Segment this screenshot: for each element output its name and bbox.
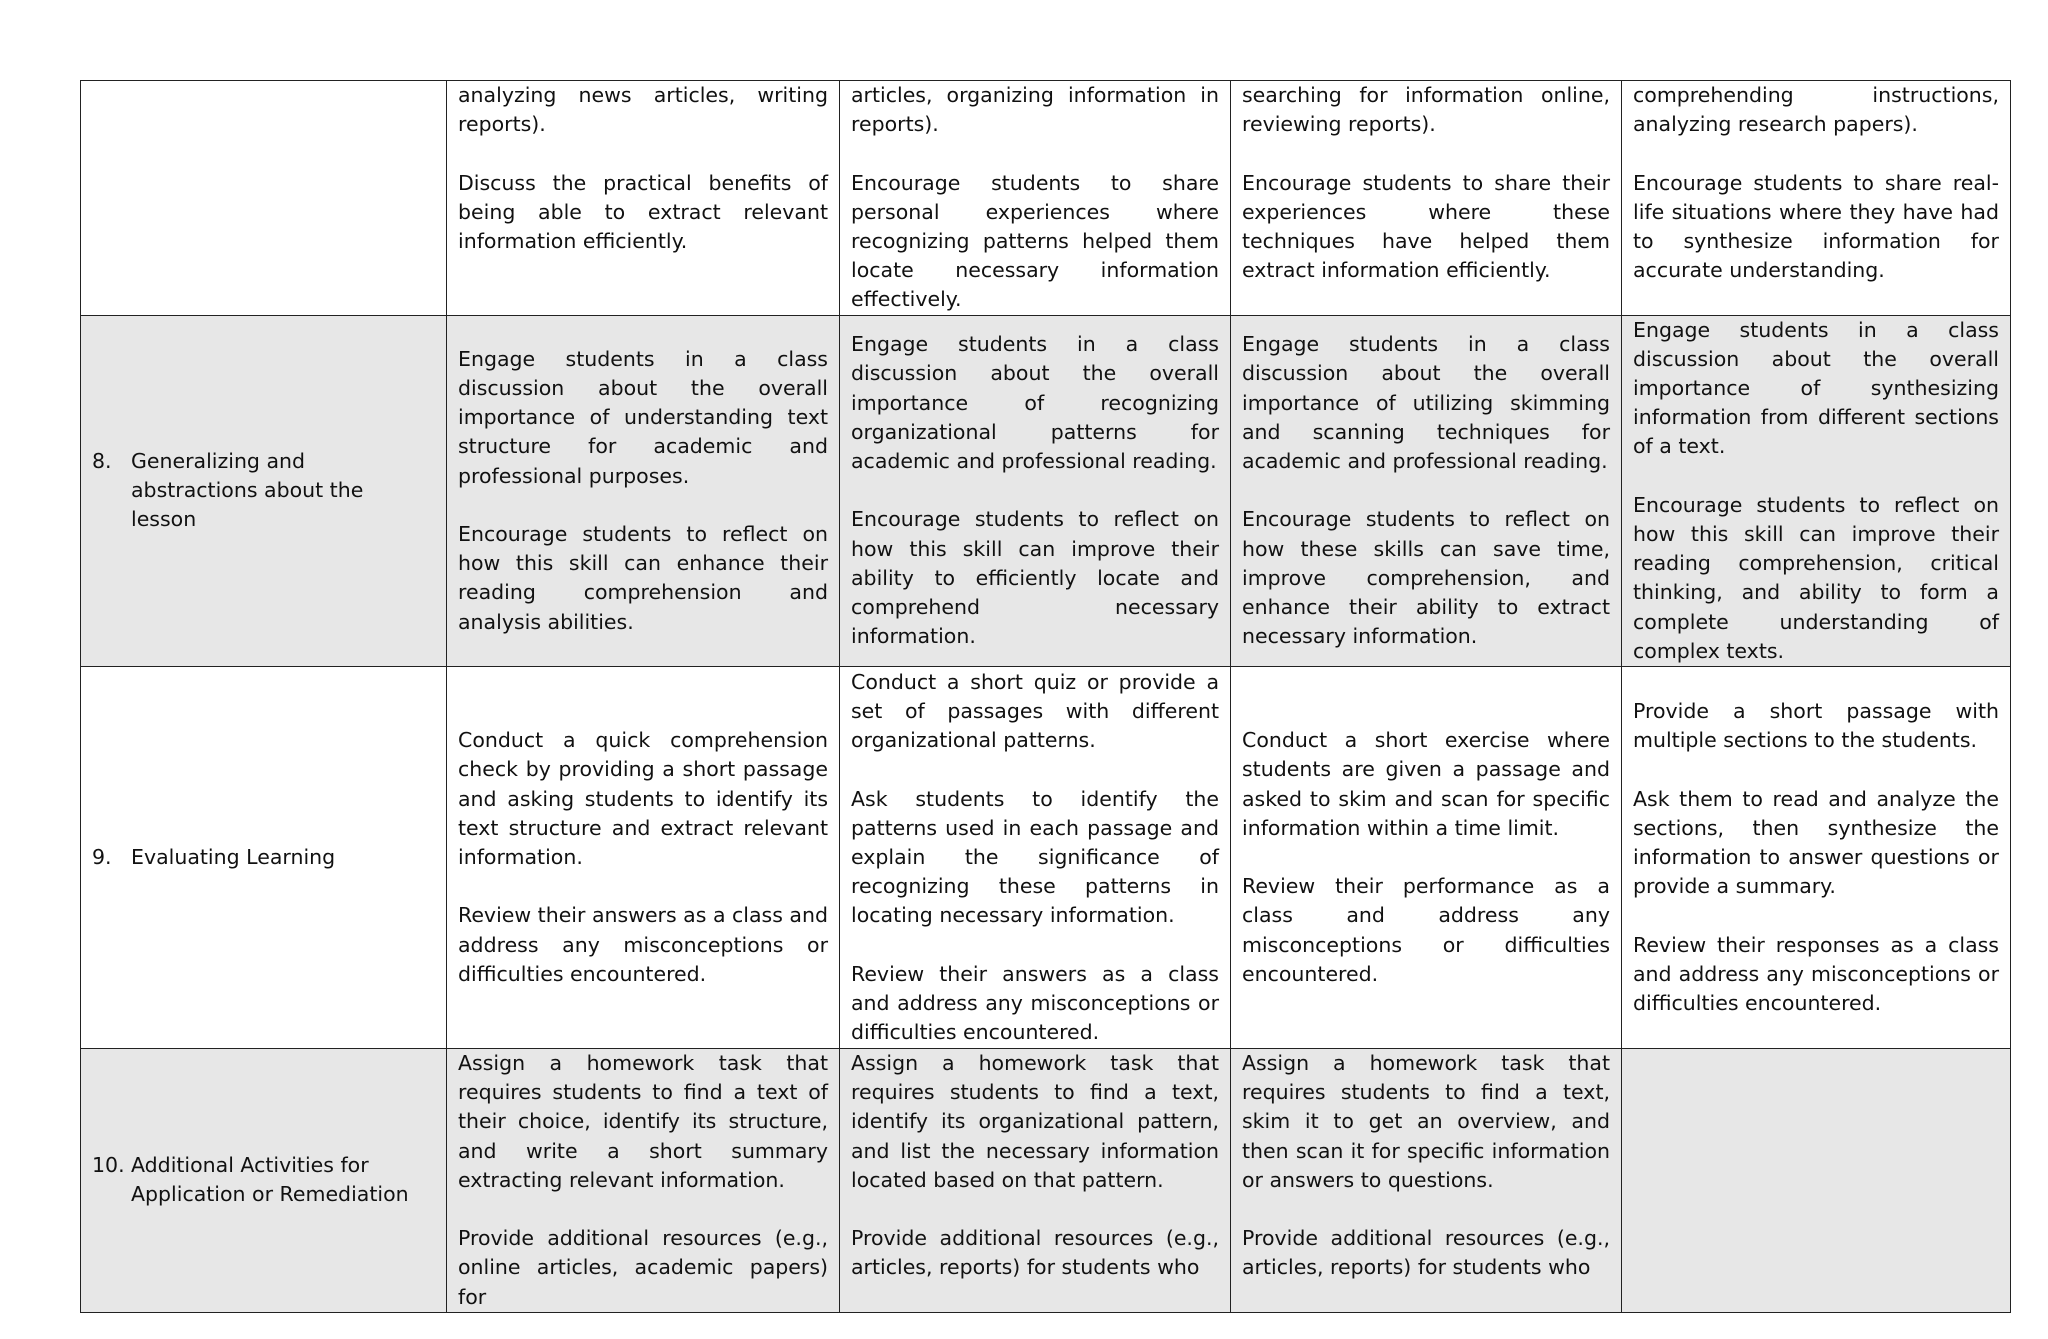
column-4-cell xyxy=(1622,81,2011,316)
cell-paragraph: Assign a homework task that requires students to find a text of their choice, identify its structure, and write a short summary extracting relevant information. xyxy=(458,1051,828,1192)
cell-paragraph: Encourage students to reflect on how this skill can improve their ability to efficiently locate and comprehend necessary information. xyxy=(851,507,1219,649)
column-1-cell xyxy=(447,1049,840,1313)
row-label-cell xyxy=(81,1049,447,1313)
table-row-additional-activities xyxy=(81,1049,2011,1313)
cell-paragraph: Engage students in a class discussion about the overall importance of recognizing organizational patterns for academic and professional reading. xyxy=(851,332,1219,474)
row-label-cell xyxy=(81,667,447,1049)
column-2-cell xyxy=(840,1049,1231,1313)
cell-paragraph: Encourage students to reflect on how this skill can enhance their reading comprehension and analysis abilities. xyxy=(458,522,828,634)
column-1-cell xyxy=(447,667,840,1049)
cell-paragraph: Provide additional resources (e.g., online articles, academic papers) for xyxy=(458,1226,828,1309)
column-3-cell xyxy=(1231,667,1622,1049)
cell-paragraph: articles, organizing information in reports). xyxy=(851,83,1219,137)
row-title: Additional Activities for Application or Remediation xyxy=(131,1153,409,1207)
cell-paragraph: Review their performance as a class and address any misconceptions or difficulties encountered. xyxy=(1242,874,1610,986)
cell-paragraph: Encourage students to reflect on how this skill can improve their reading comprehension, critical thinking, and ability to form a complete understanding of complex texts. xyxy=(1633,492,1999,663)
cell-paragraph: Review their answers as a class and address any misconceptions or difficulties encountered. xyxy=(851,961,1219,1045)
row-number: 9. xyxy=(92,844,112,869)
cell-paragraph: Encourage students to share their experiences where these techniques have helped them extract information efficiently. xyxy=(1242,170,1610,283)
cell-paragraph: analyzing news articles, writing reports). xyxy=(458,83,828,137)
row-label-cell xyxy=(81,315,447,666)
column-4-cell xyxy=(1622,667,2011,1049)
cell-paragraph: Engage students in a class discussion about the overall importance of understanding text structure for academic and professional purposes. xyxy=(458,346,828,488)
column-4-cell xyxy=(1622,315,2011,666)
cell-paragraph: Conduct a quick comprehension check by providing a short passage and asking students to identify its text structure and extract relevant information. xyxy=(458,728,828,869)
row-title: Evaluating Learning xyxy=(131,844,336,869)
cell-paragraph: Provide additional resources (e.g., articles, reports) for students who xyxy=(1242,1226,1610,1280)
cell-paragraph: Ask students to identify the patterns used in each passage and explain the significance of recognizing these patterns in locating necessary information. xyxy=(851,786,1219,928)
column-1-cell xyxy=(447,315,840,666)
cell-paragraph: Encourage students to share personal experiences where recognizing patterns helped them locate necessary information effectively. xyxy=(851,170,1219,312)
column-3-cell xyxy=(1231,81,1622,316)
cell-paragraph: Engage students in a class discussion about the overall importance of utilizing skimming and scanning techniques for academic and professional reading. xyxy=(1242,332,1610,474)
cell-paragraph: Ask them to read and analyze the sections, then synthesize the information to answer questions or provide a summary. xyxy=(1633,786,1999,899)
row-title: Generalizing and abstractions about the lesson xyxy=(131,449,364,532)
cell-paragraph: Discuss the practical benefits of being able to extract relevant information efficiently. xyxy=(458,170,828,253)
cell-paragraph: Provide a short passage with multiple sections to the students. xyxy=(1633,698,1999,753)
cell-paragraph: comprehending instructions, analyzing research papers). xyxy=(1633,83,1999,137)
cell-paragraph: Encourage students to reflect on how these skills can save time, improve comprehension, and enhance their ability to extract necessary information. xyxy=(1242,507,1610,649)
row-number: 8. xyxy=(92,449,112,474)
row-number: 10. xyxy=(92,1153,125,1178)
table-row-continuation xyxy=(81,81,2011,316)
row-label-cell xyxy=(81,81,447,316)
cell-paragraph: Review their responses as a class and address any misconceptions or difficulties encountered. xyxy=(1633,932,1999,1015)
cell-paragraph: Provide additional resources (e.g., articles, reports) for students who xyxy=(851,1226,1219,1280)
cell-paragraph: Encourage students to share real-life situations where they have had to synthesize information for accurate understanding. xyxy=(1633,170,1999,283)
cell-paragraph: Conduct a short quiz or provide a set of passages with different organizational patterns. xyxy=(851,669,1219,753)
column-1-cell xyxy=(447,81,840,316)
table-row-generalizing xyxy=(81,315,2011,666)
column-2-cell xyxy=(840,315,1231,666)
column-3-cell xyxy=(1231,315,1622,666)
column-4-cell xyxy=(1622,1049,2011,1313)
cell-paragraph: Review their answers as a class and address any misconceptions or difficulties encountered. xyxy=(458,903,828,986)
column-3-cell xyxy=(1231,1049,1622,1313)
cell-paragraph: Conduct a short exercise where students are given a passage and asked to skim and scan for specific information within a time limit. xyxy=(1242,728,1610,840)
lesson-plan-table xyxy=(80,80,2011,1313)
cell-paragraph: searching for information online, reviewing reports). xyxy=(1242,83,1610,137)
cell-paragraph: Assign a homework task that requires students to find a text, identify its organizational pattern, and list the necessary information located based on that pattern. xyxy=(851,1051,1219,1192)
column-2-cell xyxy=(840,667,1231,1049)
table-row-evaluating xyxy=(81,667,2011,1049)
cell-paragraph: Assign a homework task that requires students to find a text, skim it to get an overview, and then scan it for specific information or answers to questions. xyxy=(1242,1051,1610,1192)
cell-paragraph: Engage students in a class discussion about the overall importance of synthesizing information from different sections of a text. xyxy=(1633,317,1999,459)
column-2-cell xyxy=(840,81,1231,316)
